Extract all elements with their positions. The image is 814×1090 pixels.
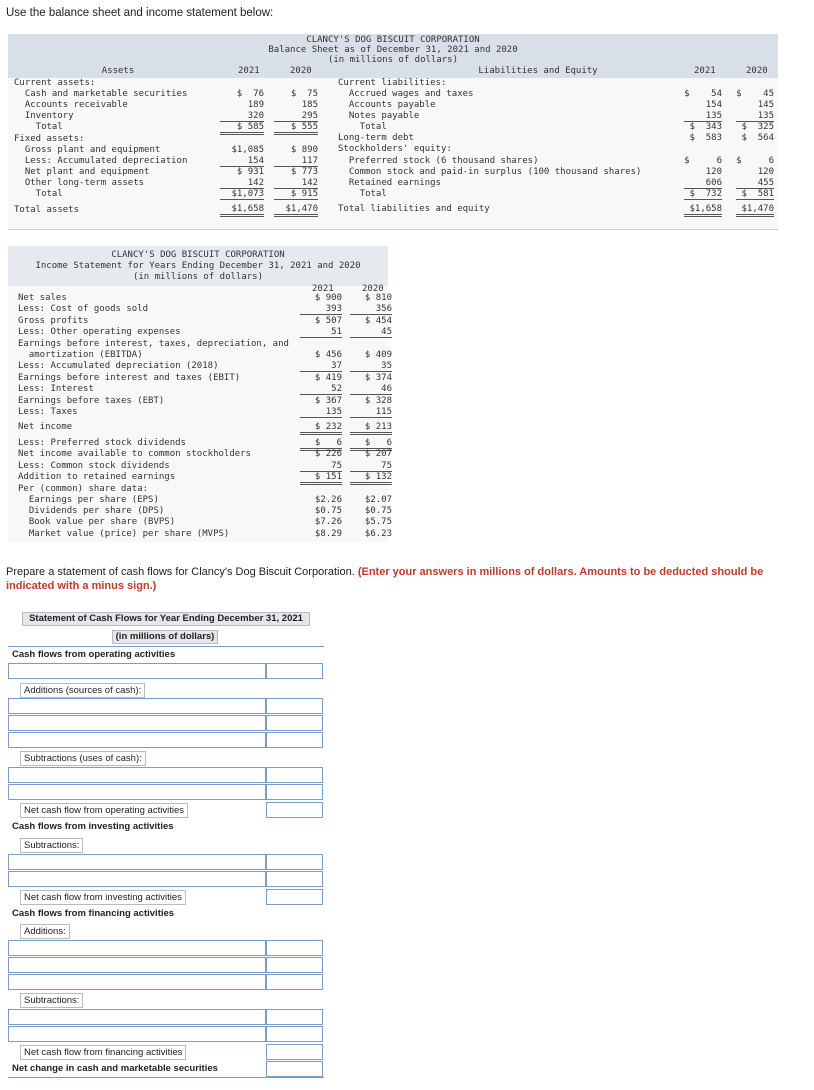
bs-liab-label: Retained earnings	[338, 178, 441, 188]
cf-description-input[interactable]	[8, 663, 266, 679]
is-year-2021: 2021	[312, 284, 334, 294]
balance-sheet-body	[8, 78, 778, 230]
is-row-label: Gross profits	[18, 316, 89, 326]
cf-amount-input[interactable]	[266, 1061, 323, 1077]
is-value-2020: 46	[350, 384, 392, 395]
bs-asset-2021: $ 76	[236, 89, 264, 99]
is-value-2021: $ 419	[314, 373, 342, 383]
bs-liab-label: Long-term debt	[338, 133, 414, 143]
prompt-text: Prepare a statement of cash flows for Clancy's Dog Biscuit Corporation.	[6, 566, 355, 578]
cf-amount-input[interactable]	[266, 698, 323, 714]
is-value-2020: $ 409	[364, 350, 392, 360]
bs-liab-2020: $ 45	[736, 89, 774, 99]
cf-subtractions-label: Subtractions (uses of cash):	[20, 751, 146, 766]
cf-description-input[interactable]	[8, 715, 266, 731]
is-row-label: Addition to retained earnings	[18, 472, 176, 482]
bs-asset-label: Current assets:	[14, 78, 96, 88]
cf-description-input[interactable]	[8, 957, 266, 973]
bs-liab-2020: $ 325	[741, 122, 774, 132]
cf-amount-input[interactable]	[266, 732, 323, 748]
bs-liab-label: Notes payable	[338, 111, 420, 121]
is-value-2021: $8.29	[314, 529, 342, 539]
is-value-2020: $ 132	[350, 472, 392, 485]
is-value-2021: 52	[300, 384, 342, 395]
bs-liab-2020: $1,470	[736, 204, 774, 217]
bs-liab-2020: 120	[757, 167, 774, 177]
is-value-2021: $2.26	[314, 495, 342, 505]
bs-asset-2020: 142	[274, 178, 318, 189]
bs-asset-2021: $ 585	[220, 122, 264, 135]
bs-asset-2021: $1,073	[220, 189, 264, 200]
cf-description-input[interactable]	[8, 871, 266, 887]
is-value-2021: $ 151	[300, 472, 342, 485]
cf-operating-heading: Cash flows from operating activities	[12, 649, 176, 660]
is-value-2020: 75	[350, 461, 392, 472]
cf-description-input[interactable]	[8, 974, 266, 990]
bs-units: (in millions of dollars)	[327, 55, 459, 65]
bs-liab-label: Total liabilities and equity	[338, 204, 490, 214]
is-value-2020: 115	[350, 407, 392, 418]
cf-amount-input[interactable]	[266, 871, 323, 887]
is-value-2021: 393	[300, 304, 342, 315]
bs-year-2020-right: 2020	[746, 66, 768, 76]
cf-description-input[interactable]	[8, 940, 266, 956]
bs-liab-label: Total	[338, 122, 387, 132]
cf-units: (in millions of dollars)	[112, 630, 218, 644]
cf-amount-input[interactable]	[266, 974, 323, 990]
is-row-label: Less: Cost of goods sold	[18, 304, 149, 314]
is-row-label: amortization (EBITDA)	[18, 350, 143, 360]
is-row-label: Market value (price) per share (MVPS)	[18, 529, 230, 539]
cf-description-input[interactable]	[8, 1026, 266, 1042]
bs-assets-header: Assets	[101, 66, 135, 76]
is-title: Income Statement for Years Ending December 31, 2021 and 2020	[35, 261, 361, 271]
bs-liab-2020: $ 564	[741, 133, 774, 143]
cf-net-financing-label: Net cash flow from financing activities	[20, 1045, 186, 1060]
bs-asset-2020: $ 75	[290, 89, 318, 99]
is-row-label: Less: Other operating expenses	[18, 327, 181, 337]
is-value-2021: 75	[300, 461, 342, 472]
bs-liab-2021: $ 583	[689, 133, 722, 143]
cf-additions-label: Additions (sources of cash):	[20, 683, 145, 698]
bs-liab-2020: $ 581	[736, 189, 774, 200]
bs-asset-label: Total assets	[14, 205, 80, 215]
cf-amount-input[interactable]	[266, 889, 323, 905]
bs-asset-2020: 185	[301, 100, 318, 110]
cf-amount-input[interactable]	[266, 940, 323, 956]
is-value-2021: $ 226	[314, 449, 342, 459]
is-value-2021: $7.26	[314, 517, 342, 527]
is-row-label: Earnings per share (EPS)	[18, 495, 159, 505]
is-company: CLANCY'S DOG BISCUIT CORPORATION	[111, 250, 285, 260]
cf-net-change-label: Net change in cash and marketable securities	[12, 1063, 218, 1074]
bs-liab-2020: 145	[757, 100, 774, 110]
is-row-label: Earnings before interest, taxes, depreciation, and	[18, 339, 289, 349]
bs-asset-2020: $ 915	[274, 189, 318, 200]
cf-description-input[interactable]	[8, 1009, 266, 1025]
bs-liab-label: Current liabilities:	[338, 78, 447, 88]
bs-asset-2020: $1,470	[274, 204, 318, 217]
bs-liab-label: Total	[338, 189, 387, 199]
is-value-2021: $ 232	[300, 422, 342, 435]
bs-liab-header: Liabilities and Equity	[478, 66, 598, 76]
balance-sheet	[8, 34, 778, 230]
cf-fin-subtractions-label: Subtractions:	[20, 993, 83, 1008]
bs-liab-2021: 154	[705, 100, 722, 110]
is-row-label: Less: Taxes	[18, 407, 78, 417]
is-value-2021: $0.75	[314, 506, 342, 516]
bs-liab-label: Accounts payable	[338, 100, 436, 110]
is-value-2020: 356	[350, 304, 392, 315]
is-value-2020: $ 810	[364, 293, 392, 303]
cf-financing-heading: Cash flows from financing activities	[12, 908, 175, 919]
bs-liab-label: Accrued wages and taxes	[338, 89, 474, 99]
bs-asset-2021: 189	[247, 100, 264, 110]
is-row-label: Less: Interest	[18, 384, 94, 394]
is-value-2021: $ 507	[314, 316, 342, 326]
cf-description-input[interactable]	[8, 854, 266, 870]
is-value-2020: 35	[350, 361, 392, 372]
bs-asset-label: Net plant and equipment	[14, 167, 150, 177]
bs-asset-2021: $1,658	[220, 204, 264, 217]
cf-amount-input[interactable]	[266, 957, 323, 973]
balance-sheet-header	[8, 34, 778, 78]
is-units: (in millions of dollars)	[132, 272, 264, 282]
is-row-label: Book value per share (BVPS)	[18, 517, 176, 527]
is-value-2021: 37	[300, 361, 342, 372]
is-value-2020: $ 454	[364, 316, 392, 326]
cf-investing-heading: Cash flows from investing activities	[12, 821, 174, 832]
bs-liab-2020: 455	[736, 178, 774, 189]
bs-year-2021-right: 2021	[694, 66, 716, 76]
income-statement	[8, 246, 392, 542]
is-value-2020: $ 374	[364, 373, 392, 383]
bs-asset-label: Less: Accumulated depreciation	[14, 156, 188, 166]
cf-amount-input[interactable]	[266, 1044, 323, 1060]
is-value-2021: 135	[300, 407, 342, 418]
bs-liab-2021: $ 54	[684, 89, 722, 99]
is-value-2021: 51	[300, 327, 342, 338]
bs-year-2020-left: 2020	[290, 66, 312, 76]
is-value-2020: 45	[350, 327, 392, 338]
cf-description-input[interactable]	[8, 698, 266, 714]
is-row-label: Earnings before taxes (EBT)	[18, 396, 165, 406]
intro-text: Use the balance sheet and income statement below:	[6, 7, 274, 19]
cf-amount-input[interactable]	[266, 854, 323, 870]
bs-title: Balance Sheet as of December 31, 2021 and 2020	[268, 45, 518, 55]
is-row-label: Net income available to common stockholders	[18, 449, 251, 459]
cf-title: Statement of Cash Flows for Year Ending December 31, 2021	[22, 612, 310, 626]
cf-description-input[interactable]	[8, 784, 266, 800]
bs-liab-2021: 120	[705, 167, 722, 177]
is-row-label: Less: Accumulated depreciation (2018)	[18, 361, 219, 371]
bs-asset-label: Total	[14, 189, 63, 199]
cf-net-operating-label: Net cash flow from operating activities	[20, 803, 188, 818]
is-row-label: Earnings before interest and taxes (EBIT)	[18, 373, 241, 383]
bs-liab-2021: $ 6	[684, 156, 722, 166]
is-row-label: Less: Preferred stock dividends	[18, 438, 186, 448]
bs-liab-label: Common stock and paid-in surplus (100 thousand shares)	[338, 167, 642, 177]
cf-amount-input[interactable]	[266, 663, 323, 679]
bs-liab-2021: 135	[684, 111, 722, 122]
bs-asset-2020: $ 555	[274, 122, 318, 135]
bs-asset-label: Inventory	[14, 111, 74, 121]
question-prompt	[6, 565, 806, 593]
bs-year-2021-left: 2021	[238, 66, 260, 76]
is-row-label: Dividends per share (DPS)	[18, 506, 165, 516]
bs-asset-label: Other long-term assets	[14, 178, 145, 188]
is-value-2021: $ 456	[314, 350, 342, 360]
cf-amount-input[interactable]	[266, 767, 323, 783]
bs-asset-2021: 154	[220, 156, 264, 167]
bs-asset-2020: $ 773	[290, 167, 318, 177]
cf-amount-input[interactable]	[266, 784, 323, 800]
is-value-2021: $ 900	[314, 293, 342, 303]
bs-liab-label: Stockholders' equity:	[338, 144, 452, 154]
bs-asset-2020: 295	[274, 111, 318, 122]
bs-liab-2021: $1,658	[684, 204, 722, 217]
cf-separator	[8, 1077, 324, 1078]
is-value-2020: $ 6	[350, 438, 392, 451]
is-value-2020: $ 328	[364, 396, 392, 406]
bs-asset-label: Total	[14, 122, 63, 132]
bs-asset-label: Accounts receivable	[14, 100, 128, 110]
cf-amount-input[interactable]	[266, 1026, 323, 1042]
bs-asset-2020: $ 890	[290, 145, 318, 155]
cf-net-investing-label: Net cash flow from investing activities	[20, 890, 186, 905]
bs-asset-label: Fixed assets:	[14, 134, 85, 144]
is-row-label: Less: Common stock dividends	[18, 461, 170, 471]
is-value-2020: $2.07	[364, 495, 392, 505]
is-row-label: Net sales	[18, 293, 67, 303]
cf-description-input[interactable]	[8, 767, 266, 783]
bs-asset-2021: 320	[220, 111, 264, 122]
bs-liab-2021: $ 732	[684, 189, 722, 200]
is-value-2021: $ 6	[300, 438, 342, 451]
income-statement-header	[8, 246, 388, 286]
bs-asset-label: Cash and marketable securities	[14, 89, 188, 99]
bs-liab-2020: 135	[736, 111, 774, 122]
is-value-2020: $ 213	[350, 422, 392, 435]
cf-separator	[8, 646, 324, 647]
cf-amount-input[interactable]	[266, 802, 323, 818]
is-row-label: Net income	[18, 422, 73, 432]
bs-liab-2021: 606	[684, 178, 722, 189]
bs-asset-label: Gross plant and equipment	[14, 145, 161, 155]
is-year-2020: 2020	[362, 284, 384, 294]
bs-liab-2021: $ 343	[689, 122, 722, 132]
is-value-2020: $6.23	[364, 529, 392, 539]
bs-liab-2020: $ 6	[736, 156, 774, 166]
bs-liab-label: Preferred stock (6 thousand shares)	[338, 156, 539, 166]
cf-amount-input[interactable]	[266, 1009, 323, 1025]
cf-inv-subtractions-label: Subtractions:	[20, 838, 83, 853]
prompt-instruction: (Enter your answers in millions of dollars. Amounts to be deducted should be indicated with a minus sign.)	[6, 566, 764, 592]
cf-description-input[interactable]	[8, 732, 266, 748]
is-value-2021: $ 367	[314, 396, 342, 406]
bs-asset-2021: $ 931	[236, 167, 264, 177]
bs-asset-2021: 142	[220, 178, 264, 189]
is-value-2020: $5.75	[364, 517, 392, 527]
bs-company: CLANCY'S DOG BISCUIT CORPORATION	[306, 35, 480, 45]
is-value-2020: $0.75	[364, 506, 392, 516]
is-row-label: Per (common) share data:	[18, 484, 149, 494]
is-value-2020: $ 207	[364, 449, 392, 459]
bs-asset-2020: 117	[274, 156, 318, 167]
bs-asset-2021: $1,085	[231, 145, 264, 155]
cf-fin-additions-label: Additions:	[20, 924, 70, 939]
cf-amount-input[interactable]	[266, 715, 323, 731]
